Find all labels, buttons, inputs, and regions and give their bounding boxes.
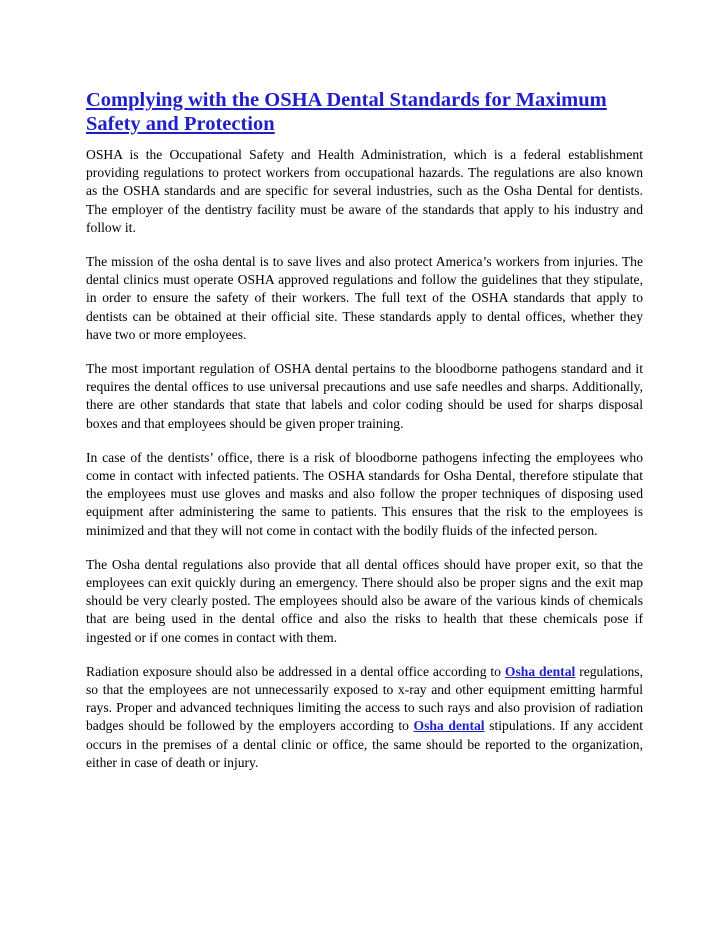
document-page (86, 88, 643, 788)
title-link[interactable]: Complying with the OSHA Dental Standards for Maximum Safety and Protection (86, 89, 607, 135)
document-title[interactable] (86, 88, 643, 136)
paragraph-2: The mission of the osha dental is to save lives and also protect America’s workers from injuries. The dental clinics must operate OSHA approved regulations and follow the guidelines that they stipulate, in order to ensure the safety of their workers. The full text of the OSHA standards that apply to dentists can be obtained at their official site. These standards apply to dental offices, whether they have two or more employees. (86, 254, 643, 342)
paragraph-6 (86, 663, 643, 772)
paragraph-5: The Osha dental regulations also provide that all dental offices should have proper exit, so that the employees can exit quickly during an emergency. There should also be proper signs and the exit map should be very clearly posted. The employees should also be aware of the various kinds of chemicals that are being used in the dental office and also the risks to health that these chemicals pose if ingested or if one comes in contact with them. (86, 556, 643, 645)
paragraph-4: In case of the dentists’ office, there is a risk of bloodborne pathogens infecting the employees who come in contact with infected patients. The OSHA standards for Osha Dental, therefore stipulate that the employees must use gloves and masks and also follow the proper techniques of disposing used equipment after administering the same to patients. This ensures that the risk to the employees is minimized and that they will not come in contact with the bodily fluids of the infected person. (86, 449, 643, 538)
osha-dental-link-2[interactable]: Osha dental (413, 718, 485, 734)
paragraph-3: The most important regulation of OSHA dental pertains to the bloodborne pathogens standard and it requires the dental offices to use universal precautions and use safe needles and sharps. Additionally, there are other standards that state that labels and color coding should be used for sharps disposal boxes and that employees should be given proper training. (86, 361, 643, 431)
paragraph-6-text-2: regulations, so that the employees are not unnecessarily exposed to x-ray and other equipment emitting harmful rays. Proper and advanced techniques limiting the access to such rays and also provision of radiation badges should be followed by the employers according to (86, 663, 643, 734)
paragraph-1: OSHA is the Occupational Safety and Health Administration, which is a federal establishment providing regulations to protect workers from occupational hazards. The regulations are also known as the OSHA standards and are specific for several industries, such as the Osha Dental for dentists. The employer of the dentistry facility must be aware of the standards that apply to his industry and follow it. (86, 147, 643, 235)
paragraph-6-text-1: Radiation exposure should also be addressed in a dental office according to (86, 663, 505, 679)
paragraph-6-text-3: stipulations. If any accident occurs in the premises of a dental clinic or office, the same should be reported to the organization, either in case of death or injury. (86, 718, 644, 770)
osha-dental-link-1[interactable]: Osha dental (504, 663, 576, 679)
